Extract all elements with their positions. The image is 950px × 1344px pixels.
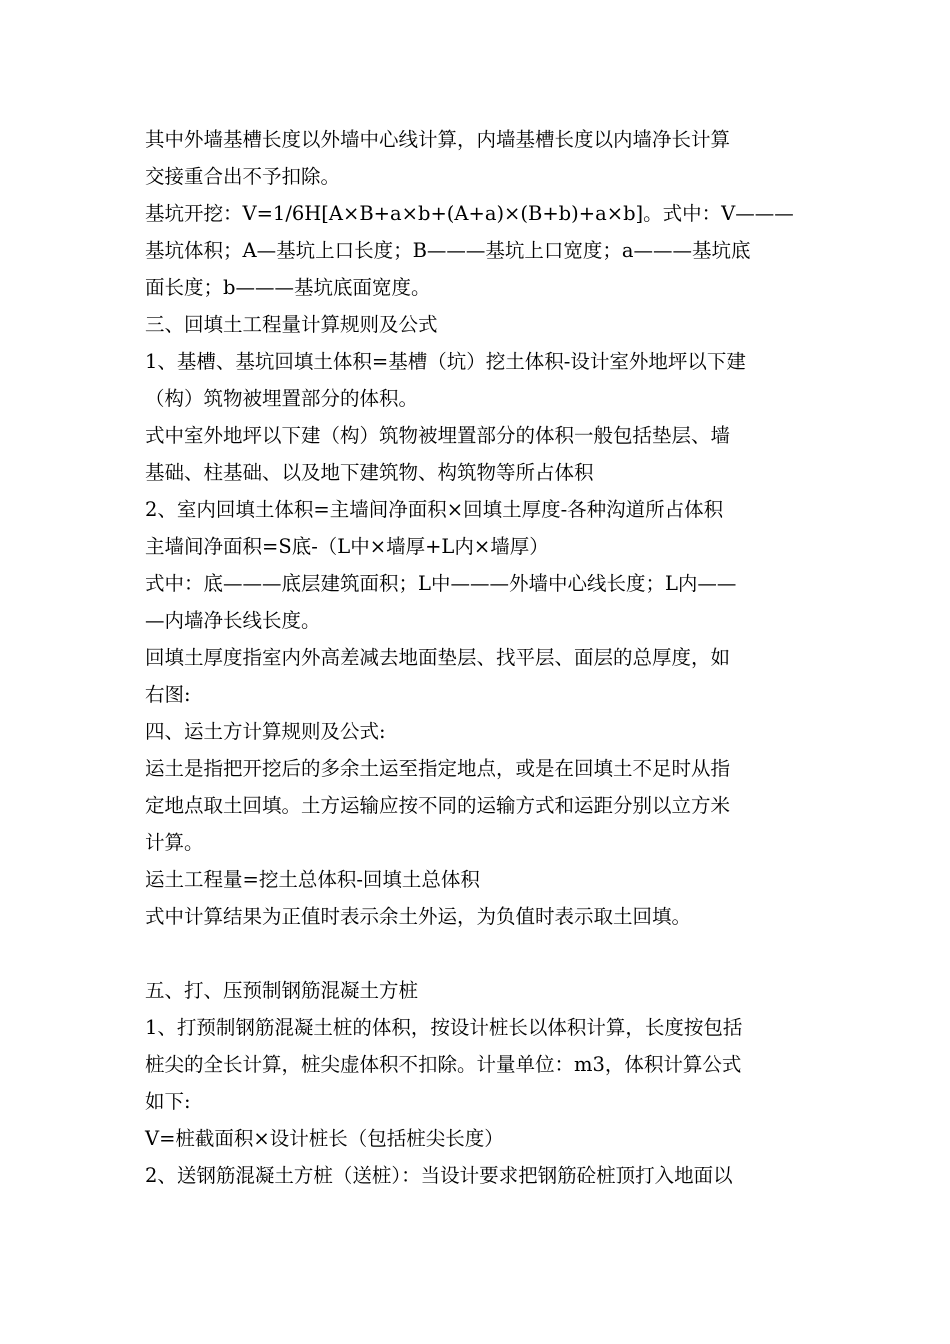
section-heading: 三、回填土工程量计算规则及公式 bbox=[145, 313, 438, 336]
text-line: 运土工程量=挖土总体积-回填土总体积 bbox=[145, 868, 480, 891]
text-line: 回填土厚度指室内外高差减去地面垫层、找平层、面层的总厚度，如 bbox=[145, 646, 731, 669]
text-line: 式中计算结果为正值时表示余土外运，为负值时表示取土回填。 bbox=[145, 905, 692, 928]
text-line: 1、基槽、基坑回填土体积=基槽（坑）挖土体积-设计室外地坪以下建 bbox=[145, 350, 746, 373]
text-line: 2、送钢筋混凝土方桩（送桩）：当设计要求把钢筋砼桩顶打入地面以 bbox=[145, 1164, 733, 1187]
document-body bbox=[145, 121, 810, 1194]
section-heading: 四、运土方计算规则及公式: bbox=[145, 720, 386, 743]
text-line: 面长度；b———基坑底面宽度。 bbox=[145, 276, 431, 299]
text-line: —内墙净长线长度。 bbox=[145, 609, 321, 632]
text-line: V=桩截面积×设计桩长（包括桩尖长度） bbox=[145, 1127, 504, 1150]
text-line: 其中外墙基槽长度以外墙中心线计算，内墙基槽长度以内墙净长计算 bbox=[145, 128, 731, 151]
text-line: 交接重合出不予扣除。 bbox=[145, 165, 341, 188]
text-line: 桩尖的全长计算，桩尖虚体积不扣除。计量单位：m3，体积计算公式 bbox=[145, 1053, 742, 1076]
text-line: 主墙间净面积=S底-（L中×墙厚+L内×墙厚） bbox=[145, 535, 549, 558]
text-line: 1、打预制钢筋混凝土桩的体积，按设计桩长以体积计算，长度按包括 bbox=[145, 1016, 743, 1039]
section-heading: 五、打、压预制钢筋混凝土方桩 bbox=[145, 979, 419, 1002]
text-line: 右图: bbox=[145, 683, 191, 706]
text-line: 计算。 bbox=[145, 831, 204, 854]
text-line: 运土是指把开挖后的多余土运至指定地点，或是在回填土不足时从指 bbox=[145, 757, 731, 780]
text-line: 如下: bbox=[145, 1090, 191, 1113]
text-line: 式中室外地坪以下建（构）筑物被埋置部分的体积一般包括垫层、墙 bbox=[145, 424, 731, 447]
text-line: 2、室内回填土体积=主墙间净面积×回填土厚度-各种沟道所占体积 bbox=[145, 498, 724, 521]
blank-line bbox=[145, 935, 810, 972]
text-line: 基坑开挖：V=1/6H[A×B+a×b+(A+a)×(B+b)+a×b]。式中：V——— bbox=[145, 202, 794, 225]
text-line: 定地点取土回填。土方运输应按不同的运输方式和运距分别以立方米 bbox=[145, 794, 731, 817]
text-line: 式中：底———底层建筑面积；L中———外墙中心线长度；L内—— bbox=[145, 572, 737, 595]
text-line: 基础、柱基础、以及地下建筑物、构筑物等所占体积 bbox=[145, 461, 594, 484]
text-line: （构）筑物被埋置部分的体积。 bbox=[145, 387, 419, 410]
text-line: 基坑体积；A—基坑上口长度；B———基坑上口宽度；a———基坑底 bbox=[145, 239, 751, 262]
